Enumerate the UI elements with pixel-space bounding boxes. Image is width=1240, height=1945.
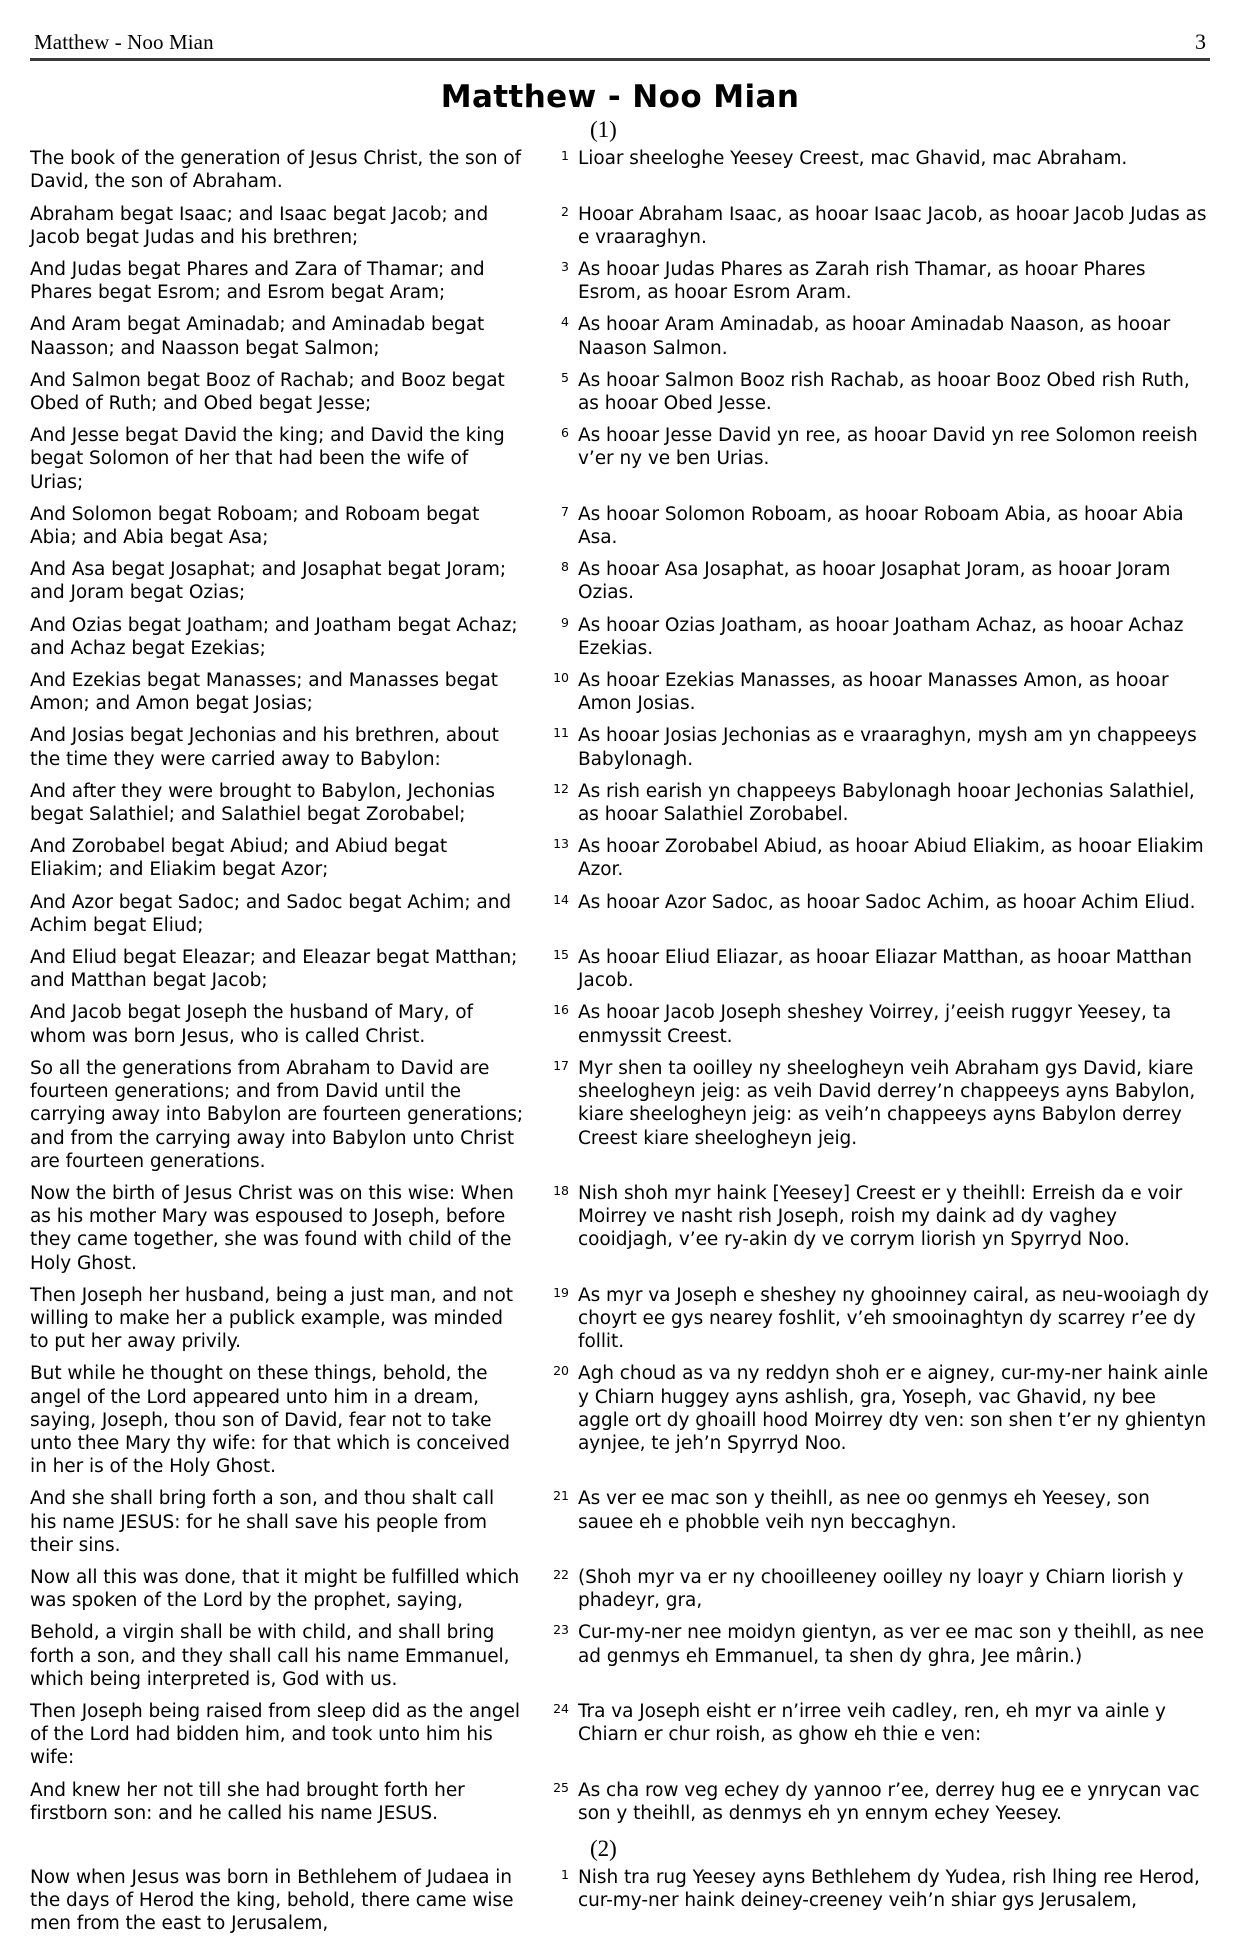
verse-number: 22 <box>553 1566 569 1582</box>
verse-row <box>30 1700 1210 1779</box>
verse-number: 1 <box>561 148 569 164</box>
verse-number: 21 <box>553 1488 569 1504</box>
verse-text-manx: As hooar Judas Phares as Zarah rish Thamar, as hooar Phares Esrom, as hooar Esrom Aram. <box>578 259 1146 304</box>
verse-text-english: Now the birth of Jesus Christ was on this wise: When as his mother Mary was espoused to Joseph, before they came together, she was found with child of the Holy Ghost. <box>30 1182 514 1274</box>
verse-text-manx: As hooar Jacob Joseph sheshey Voirrey, j’eeish ruggyr Yeesey, ta enmyssit Creest. <box>578 1002 1172 1047</box>
running-header <box>30 30 1210 58</box>
verse-row <box>30 1779 1210 1834</box>
verse-number: 6 <box>561 425 569 441</box>
verse-number: 16 <box>553 1002 569 1018</box>
verse-number: 5 <box>561 369 569 385</box>
verse-row <box>30 1057 1210 1182</box>
verse-number: 25 <box>553 1779 569 1795</box>
verse-number: 3 <box>561 259 569 274</box>
verse-number: 13 <box>553 836 569 852</box>
verse-number: 14 <box>553 891 569 907</box>
verse-text-english: And Eliud begat Eleazar; and Eleazar begat Matthan; and Matthan begat Jacob; <box>30 947 518 992</box>
verse-text-manx: As hooar Ozias Joatham, as hooar Joatham Achaz, as hooar Achaz Ezekias. <box>578 614 1184 659</box>
verse-number: 19 <box>553 1284 569 1300</box>
verse-text-manx: As hooar Ezekias Manasses, as hooar Manasses Amon, as hooar Amon Josias. <box>578 670 1169 715</box>
verse-number: 4 <box>561 314 569 330</box>
verse-text-english: And Azor begat Sadoc; and Sadoc begat Achim; and Achim begat Eliud; <box>30 891 512 936</box>
verse-row <box>30 313 1210 368</box>
verse-number: 10 <box>553 670 569 686</box>
verse-text-english: And Solomon begat Roboam; and Roboam begat Abia; and Abia begat Asa; <box>30 503 480 549</box>
verse-text-manx: As hooar Jesse David yn ree, as hooar David yn ree Solomon reeish v’er ny ve ben Urias. <box>578 425 1198 470</box>
verse-text-english: And Judas begat Phares and Zara of Thamar; and Phares begat Esrom; and Esrom begat Aram; <box>30 259 485 304</box>
verse-row <box>30 1621 1210 1700</box>
verse-row <box>30 835 1210 890</box>
verse-table <box>30 1866 1210 1945</box>
verse-text-english: And knew her not till she had brought forth her firstborn son: and he called his name JESUS. <box>30 1779 465 1824</box>
verse-row <box>30 946 1210 1001</box>
running-header-title: Matthew - Noo Mian <box>34 30 214 55</box>
verse-text-english: But while he thought on these things, behold, the angel of the Lord appeared unto him in a dream, saying, Joseph, thou son of David, fear not to take unto thee Mary thy wife: for that which is conceived in her is of the Holy Ghost. <box>30 1363 510 1478</box>
chapter-marker: (1) <box>590 117 617 143</box>
verse-table <box>30 147 1210 1834</box>
verse-text-english: Now all this was done, that it might be fulfilled which was spoken of the Lord by the prophet, saying, <box>30 1566 520 1612</box>
verse-text-english: And Ezekias begat Manasses; and Manasses begat Amon; and Amon begat Josias; <box>30 670 498 715</box>
verse-text-english: The book of the generation of Jesus Christ, the son of David, the son of Abraham. <box>30 148 522 193</box>
verse-row <box>30 203 1210 258</box>
verse-row <box>30 724 1210 779</box>
verse-row <box>30 614 1210 669</box>
verse-text-english: And Salmon begat Booz of Rachab; and Booz begat Obed of Ruth; and Obed begat Jesse; <box>30 369 505 415</box>
verse-text-manx: Lioar sheeloghe Yeesey Creest, mac Ghavid, mac Abraham. <box>578 148 1128 170</box>
verse-text-english: And Josias begat Jechonias and his brethren, about the time they were carried away to Babylon: <box>30 725 499 770</box>
verse-number: 12 <box>553 780 569 796</box>
verse-row <box>30 369 1210 424</box>
verse-text-manx: As hooar Zorobabel Abiud, as hooar Abiud Eliakim, as hooar Eliakim Azor. <box>578 836 1204 881</box>
verse-text-manx: As cha row veg echey dy yannoo r’ee, derrey hug ee e ynrycan vac son y theihll, as denmys eh yn ennym echey Yeesey. <box>578 1779 1200 1824</box>
verse-number: 24 <box>553 1700 569 1716</box>
verse-text-manx: As myr va Joseph e sheshey ny ghooinney cairal, as neu-wooiagh dy choyrt ee gys nearey foshlit, v’eh smooinaghtyn dy scarrey r’ee dy follit. <box>578 1284 1209 1353</box>
verse-row <box>30 1284 1210 1363</box>
verse-text-manx: As hooar Salmon Booz rish Rachab, as hooar Booz Obed rish Ruth, as hooar Obed Jesse. <box>578 369 1190 415</box>
verse-text-manx: Cur-my-ner nee moidyn gientyn, as ver ee mac son y theihll, as nee ad genmys eh Emmanuel, ta shen dy ghra, Jee mârin.) <box>578 1622 1204 1667</box>
verse-text-english: Then Joseph her husband, being a just man, and not willing to make her a publick example, was minded to put her away privily. <box>30 1284 513 1353</box>
verse-text-manx: As hooar Azor Sadoc, as hooar Sadoc Achim, as hooar Achim Eliud. <box>578 891 1196 913</box>
verse-number: 18 <box>553 1182 569 1198</box>
verse-number: 20 <box>553 1363 569 1379</box>
page-number: 3 <box>1195 29 1206 54</box>
verse-number: 2 <box>561 203 569 219</box>
verse-text-manx: Nish shoh myr haink [Yeesey] Creest er y theihll: Erreish da e voir Moirrey ve nasht rish Joseph, roish my daink ad dy vaghey cooidjagh, v’ee ry-akin dy ve corrym liorish yn Spyrryd Noo. <box>578 1182 1183 1251</box>
verse-text-manx: As hooar Aram Aminadab, as hooar Aminadab Naason, as hooar Naason Salmon. <box>578 314 1171 359</box>
verse-text-english: Abraham begat Isaac; and Isaac begat Jacob; and Jacob begat Judas and his brethren; <box>30 203 489 248</box>
verse-text-manx: Hooar Abraham Isaac, as hooar Isaac Jacob, as hooar Jacob Judas as e vraaraghyn. <box>578 203 1207 248</box>
bilingual-verse-content <box>30 117 1210 1944</box>
verse-text-manx: As rish earish yn chappeeys Babylonagh hooar Jechonias Salathiel, as hooar Salathiel Zorobabel. <box>578 780 1195 826</box>
verse-text-english: So all the generations from Abraham to David are fourteen generations; and from David until the carrying away into Babylon are fourteen generations; and from the carrying away into Babylon unto Christ are fourteen generations. <box>30 1057 524 1172</box>
verse-text-manx: Tra va Joseph eisht er n’irree veih cadley, ren, eh myr va ainle y Chiarn er chur roish, as ghow eh thie e ven: <box>578 1700 1166 1746</box>
verse-text-english: And Jacob begat Joseph the husband of Mary, of whom was born Jesus, who is called Christ. <box>30 1002 474 1047</box>
verse-text-english: And Ozias begat Joatham; and Joatham begat Achaz; and Achaz begat Ezekias; <box>30 614 518 659</box>
verse-row <box>30 147 1210 202</box>
verse-row <box>30 1566 1210 1621</box>
verse-row <box>30 1866 1210 1945</box>
verse-text-english: Behold, a virgin shall be with child, and shall bring forth a son, and they shall call his name Emmanuel, which being interpreted is, God with us. <box>30 1622 510 1690</box>
verse-text-english: And Jesse begat David the king; and David the king begat Solomon of her that had been the wife of Urias; <box>30 425 505 493</box>
verse-number: 7 <box>561 503 569 519</box>
verse-text-manx: As hooar Asa Josaphat, as hooar Josaphat Joram, as hooar Joram Ozias. <box>578 559 1171 604</box>
page-title: Matthew - Noo Mian <box>440 79 800 116</box>
verse-row <box>30 891 1210 946</box>
verse-row <box>30 558 1210 613</box>
verse-number: 17 <box>553 1057 569 1073</box>
verse-text-manx: As hooar Solomon Roboam, as hooar Roboam Abia, as hooar Abia Asa. <box>578 503 1184 549</box>
verse-text-manx: Agh choud as va ny reddyn shoh er e aigney, cur-my-ner haink ainle y Chiarn huggey ayns ashlish, gra, Yoseph, vac Ghavid, ny bee aggle ort dy ghoaill hood Moirrey dty ven: son shen t’er ny ghientyn aynjee, te jeh’n Spyrryd Noo. <box>578 1363 1209 1454</box>
verse-text-english: Then Joseph being raised from sleep did as the angel of the Lord had bidden him, and took unto him his wife: <box>30 1700 520 1769</box>
verse-text-english: Now when Jesus was born in Bethlehem of Judaea in the days of Herod the king, behold, there came wise men from the east to Jerusalem, <box>30 1866 514 1935</box>
verse-number: 9 <box>561 614 569 630</box>
verse-text-manx: As hooar Eliud Eliazar, as hooar Eliazar Matthan, as hooar Matthan Jacob. <box>578 947 1192 992</box>
verse-row <box>30 669 1210 724</box>
verse-number: 23 <box>553 1622 569 1638</box>
verse-text-manx: As hooar Josias Jechonias as e vraaraghyn, mysh am yn chappeeys Babylonagh. <box>578 725 1197 770</box>
verse-text-english: And Aram begat Aminadab; and Aminadab begat Naasson; and Naasson begat Salmon; <box>30 314 485 359</box>
verse-row <box>30 1001 1210 1056</box>
verse-number: 11 <box>553 725 569 741</box>
verse-text-english: And Zorobabel begat Abiud; and Abiud begat Eliakim; and Eliakim begat Azor; <box>30 836 448 881</box>
verse-number: 8 <box>561 559 569 575</box>
verse-text-manx: Nish tra rug Yeesey ayns Bethlehem dy Yudea, rish lhing ree Herod, cur-my-ner haink deiney-creeney veih’n shiar gys Jerusalem, <box>578 1866 1200 1912</box>
header-divider <box>30 58 1210 61</box>
verse-text-english: And she shall bring forth a son, and thou shalt call his name JESUS: for he shall save his people from their sins. <box>30 1488 495 1556</box>
verse-number: 15 <box>553 947 569 963</box>
verse-text-manx: (Shoh myr va er ny chooilleeney ooilley ny loayr y Chiarn liorish y phadeyr, gra, <box>578 1566 1184 1612</box>
verse-row <box>30 1182 1210 1284</box>
verse-text-manx: As ver ee mac son y theihll, as nee oo genmys eh Yeesey, son sauee eh e phobble veih nyn beccaghyn. <box>578 1488 1150 1533</box>
verse-row <box>30 258 1210 313</box>
verse-row <box>30 1487 1210 1566</box>
verse-row <box>30 780 1210 835</box>
verse-text-manx: Myr shen ta ooilley ny sheelogheyn veih Abraham gys David, kiare sheelogheyn jeig: as veih David derrey’n chappeeys ayns Babylon, kiare sheelogheyn jeig: as veih’n chappeeys ayns Babylon derrey Creest kiare sheelogheyn jeig. <box>578 1057 1196 1149</box>
verse-text-english: And Asa begat Josaphat; and Josaphat begat Joram; and Joram begat Ozias; <box>30 559 507 604</box>
verse-row <box>30 424 1210 503</box>
verse-number: 1 <box>561 1866 569 1882</box>
verse-row <box>30 1362 1210 1487</box>
verse-row <box>30 503 1210 558</box>
chapter-marker: (2) <box>590 1835 617 1861</box>
verse-text-english: And after they were brought to Babylon, Jechonias begat Salathiel; and Salathiel begat Zorobabel; <box>30 780 495 826</box>
